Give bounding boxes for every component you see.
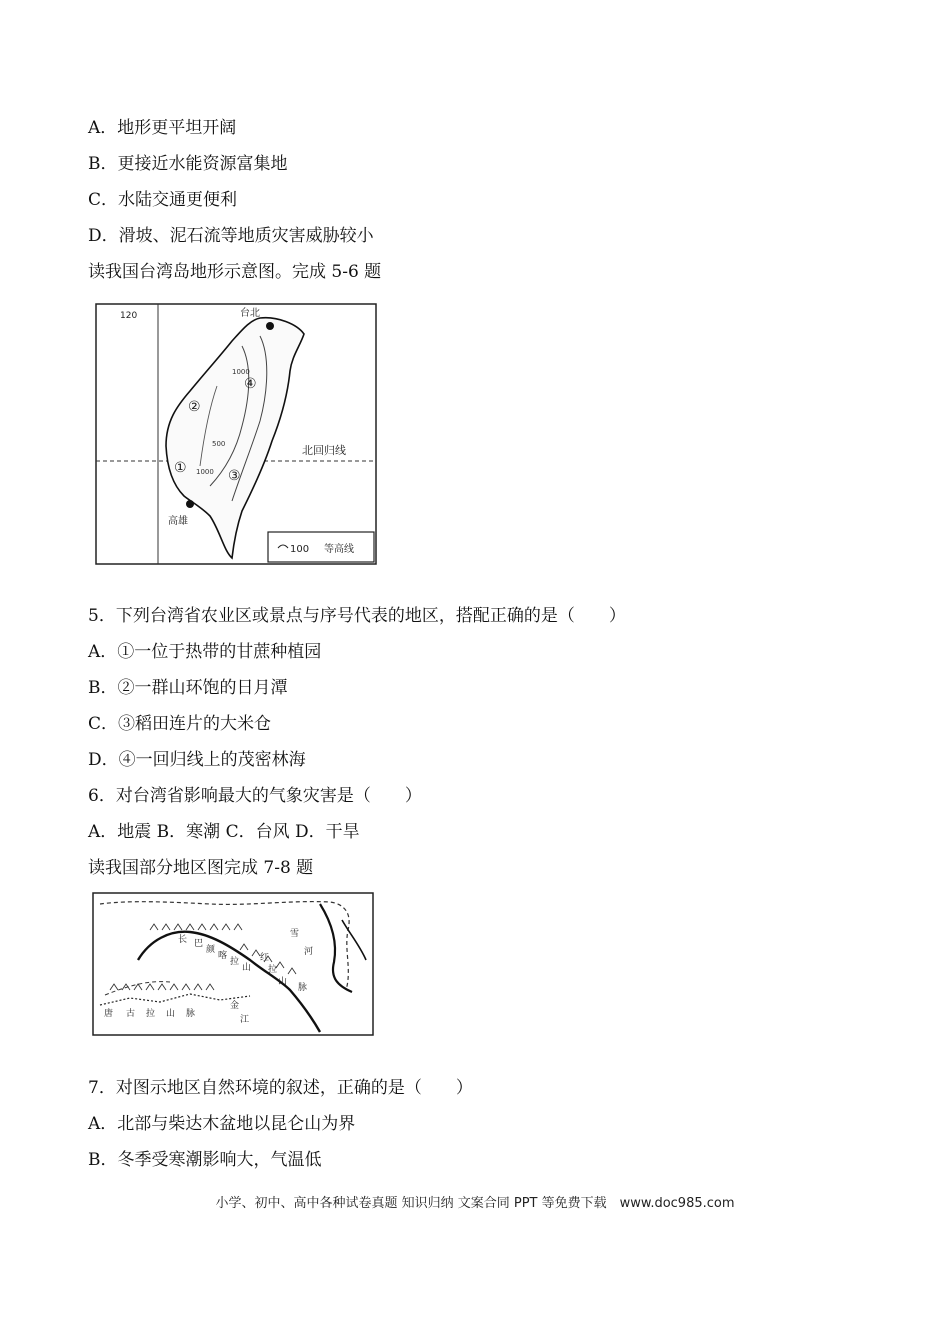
range-south-2: 古: [126, 1009, 136, 1019]
range-red-3: 山: [278, 977, 288, 987]
longitude-label: 120: [120, 311, 138, 321]
city-south-label: 高雄: [168, 516, 188, 527]
q5-option-d: D．④一回归线上的茂密林海: [88, 750, 306, 770]
range-red-1: 红: [260, 953, 270, 963]
contour-label-c: 1000: [196, 468, 214, 476]
taiwan-map: [92, 296, 392, 568]
marker-2: ②: [188, 399, 201, 415]
q6-options: A．地震 B．寒潮 C．台风 D．干旱: [88, 822, 360, 842]
range-red-2: 拉: [268, 965, 278, 975]
range-north-5: 拉: [230, 957, 240, 967]
range-south-1: 唐: [104, 1009, 114, 1019]
q4-option-b: B．更接近水能资源富集地: [88, 154, 288, 174]
range-south-3: 拉: [146, 1009, 156, 1019]
marker-3: ③: [228, 468, 241, 484]
legend-label: 等高线: [324, 544, 354, 555]
page-footer: 小学、初中、高中各种试卷真题 知识归纳 文案合同 PPT 等免费下载 www.doc985.com: [215, 1196, 735, 1211]
q4-option-a: A．地形更平坦开阔: [88, 118, 237, 138]
range-east-3: 脉: [298, 983, 308, 993]
q7-option-b: B．冬季受寒潮影响大，气温低: [88, 1150, 322, 1170]
marker-1: ①: [174, 460, 187, 476]
legend-value: 100: [290, 544, 310, 555]
q7-stem: 7．对图示地区自然环境的叙述，正确的是（ ）: [88, 1078, 473, 1098]
range-north-1: 长: [178, 935, 188, 945]
river-jin-1: 金: [230, 1001, 240, 1011]
intro-5-6: 读我国台湾岛地形示意图。完成 5-6 题: [88, 262, 382, 282]
range-south-5: 脉: [186, 1009, 196, 1019]
marker-4: ④: [244, 376, 257, 392]
q4-option-c: C．水陆交通更便利: [88, 190, 238, 210]
range-east-1: 雪: [290, 929, 300, 939]
q7-option-a: A．北部与柴达木盆地以昆仑山为界: [88, 1114, 356, 1134]
range-south-4: 山: [166, 1009, 176, 1019]
contour-label-b: 500: [212, 440, 226, 448]
q4-option-d: D．滑坡、泥石流等地质灾害威胁较小: [88, 226, 374, 246]
intro-7-8: 读我国部分地区图完成 7-8 题: [88, 858, 314, 878]
range-north-2: 巴: [194, 939, 204, 949]
range-east-2: 河: [304, 947, 314, 957]
q5-option-a: A．①一位于热带的甘蔗种植园: [88, 642, 322, 662]
city-north-label: 台北: [240, 308, 260, 319]
range-north-4: 喀: [218, 951, 228, 961]
range-north-3: 颜: [206, 945, 216, 955]
river-jin-2: 江: [240, 1015, 250, 1025]
q5-option-c: C．③稻田连片的大米仓: [88, 714, 272, 734]
q5-option-b: B．②一群山环饱的日月潭: [88, 678, 288, 698]
range-north-6: 山: [242, 963, 252, 973]
region-map: [90, 890, 378, 1038]
tropic-label: 北回归线: [302, 444, 346, 457]
q6-stem: 6．对台湾省影响最大的气象灾害是（ ）: [88, 786, 422, 806]
q5-stem: 5．下列台湾省农业区或景点与序号代表的地区，搭配正确的是（ ）: [88, 606, 626, 626]
contour-label-a: 1000: [232, 368, 250, 376]
